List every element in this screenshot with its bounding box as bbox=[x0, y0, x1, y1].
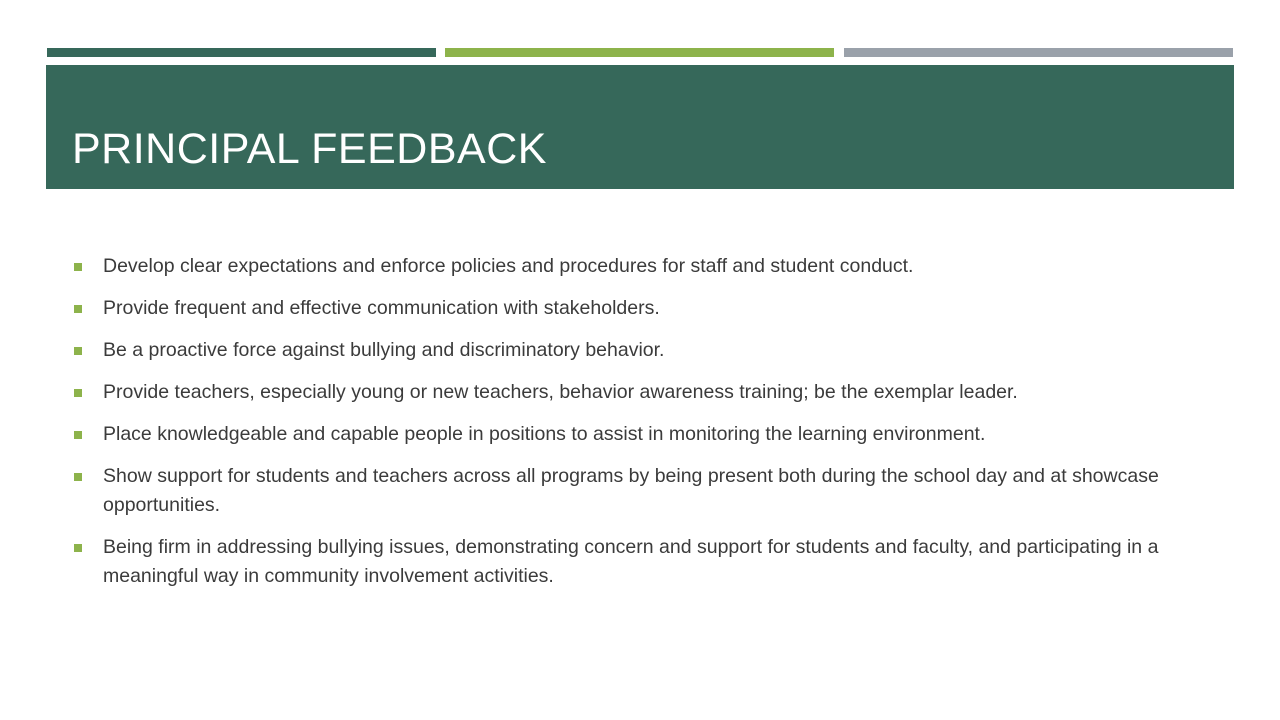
bullet-text: Provide frequent and effective communication with stakeholders. bbox=[103, 297, 660, 319]
bullet-item bbox=[74, 336, 1204, 365]
square-bullet-icon bbox=[74, 263, 82, 271]
accent-bar-light-green bbox=[445, 48, 834, 57]
slide-title: PRINCIPAL FEEDBACK bbox=[72, 125, 547, 173]
bullet-item bbox=[74, 533, 1204, 591]
bullet-item bbox=[74, 294, 1204, 323]
square-bullet-icon bbox=[74, 431, 82, 439]
bullet-text: Being firm in addressing bullying issues, demonstrating concern and support for students and faculty, and participating in a meaningful way in community involvement activities. bbox=[103, 536, 1159, 587]
bullet-text: Be a proactive force against bullying and discriminatory behavior. bbox=[103, 339, 665, 361]
title-band bbox=[46, 65, 1234, 189]
bullet-item bbox=[74, 378, 1204, 407]
bullet-item bbox=[74, 462, 1204, 520]
bullet-text: Develop clear expectations and enforce policies and procedures for staff and student conduct. bbox=[103, 255, 914, 277]
bullet-text: Show support for students and teachers across all programs by being present both during the school day and at showcase opportunities. bbox=[103, 465, 1159, 516]
bullet-text: Provide teachers, especially young or new teachers, behavior awareness training; be the exemplar leader. bbox=[103, 381, 1018, 403]
accent-bar-dark-green bbox=[47, 48, 436, 57]
square-bullet-icon bbox=[74, 347, 82, 355]
bullet-list bbox=[74, 252, 1204, 604]
square-bullet-icon bbox=[74, 473, 82, 481]
bullet-item bbox=[74, 252, 1204, 281]
square-bullet-icon bbox=[74, 389, 82, 397]
bullet-text: Place knowledgeable and capable people in positions to assist in monitoring the learning environment. bbox=[103, 423, 986, 445]
square-bullet-icon bbox=[74, 544, 82, 552]
square-bullet-icon bbox=[74, 305, 82, 313]
accent-bar-gray bbox=[844, 48, 1233, 57]
bullet-item bbox=[74, 420, 1204, 449]
